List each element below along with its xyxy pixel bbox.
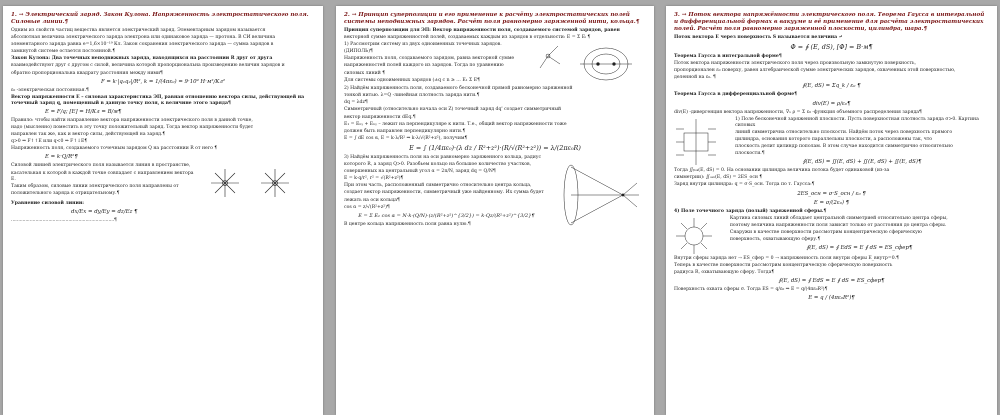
field-line-equation: dx/Ex = dy/Ey = dz/Ez ¶ — [71, 208, 138, 215]
paragraph: Внутри сферы заряда нет → ES_сфер = 0 → напряженность поля внутри сферы E_внутр=0.¶ — [674, 255, 900, 261]
paragraph: 1) Рассмотрим систему из двух одноименных точечных зарядов. — [344, 42, 502, 48]
paragraph: 3) Найдём напряженность поля на оси равномерно заряженного кольца, радиус — [344, 154, 542, 160]
paragraph: cos α = z/√(R²+z²)¶ — [344, 204, 390, 210]
paragraph: элементарного заряда равна e=1,6×10⁻¹⁹ Кл. Закон сохранения электрического заряда — сумма зарядов в — [11, 42, 274, 48]
paragraph: Для системы одноименных зарядов (±q с n ≥ … E₁ Σ E¶ — [344, 77, 480, 83]
sphere-flux-formula: ∮(E, dS) = ∮ EdS = E ∮ dS = ES_сфер¶ — [806, 244, 913, 251]
paragraph: лежать на оси кольца¶ — [344, 197, 400, 203]
line-charge-formula: E = ∫ (1/4πε₀)·(λ dz / R²+z²)·(R/√(R²+z²)) = λ/(2πε₀R) — [409, 143, 581, 152]
paragraph: положительного заряда к отрицательному.¶ — [11, 190, 120, 196]
paragraph: Таким образом, силовые линии электрического поля направлены от — [11, 183, 179, 189]
paragraph: Теперь в качестве поверхности рассмотрим концентрическую сферическую поверхность — [674, 262, 893, 268]
charged-ring-diagram — [553, 155, 643, 235]
paragraph: поэтому величина напряженности поля зависит только от расстояния до центра сферы. — [729, 222, 947, 228]
paragraph: Снаружи в качестве поверхности рассмотрим концентрическую сферическую — [729, 229, 922, 235]
paragraph: Силовой линией электрического поля называется линия в пространстве, — [11, 163, 191, 169]
paragraph: плоскость делит цилиндр пополам. В этом случае находится симметрично относительно — [735, 144, 953, 150]
paragraph: Напряженность поля, создаваемого точечным зарядом Q на расстоянии R от него ¶ — [11, 146, 218, 152]
paragraph: E₁ = Eₙᵧ + Eₙᵧ – лежит на перпендикуляре к нити. Т.е., общий вектор напряженности тоже — [344, 121, 567, 127]
ring-formula: E = Σ E₁ cos α = N·k·(Q/N)·(z/(R²+z²)^{3/2}) = k·Qz/(R²+z²)^{3/2}¶ — [358, 212, 535, 219]
gauss-differential-formula: div(E) = ρ/ε₀¶ — [812, 100, 851, 107]
paragraph: которого R, а заряд Q>0. Разобьем кольцо на большое количество участков, — [344, 162, 532, 168]
plane-result-formula: E = σ/(2ε₀) ¶ — [813, 199, 850, 206]
paragraph: направлен так же, как и вектор силы, действующей на заряд.¶ — [11, 132, 166, 138]
paragraph: dq = λdz¶ — [344, 100, 368, 106]
paragraph: Картина силовых линий обладает центральной симметрией относительно центра сферы, — [729, 215, 948, 221]
document-page-2 — [336, 6, 654, 415]
plane-flux-formula: ∮(E, dS) = ∬(E, dS) + ∬(E, dS) + ∬(E, dS)¶ — [802, 159, 922, 166]
paragraph: симметрии): ∬ₒₛₙ(E, dS) = 2ES_осн ¶ — [674, 175, 763, 181]
cylinder-formula: 2ES_осн = σ·S_осн / ε₀ ¶ — [797, 190, 866, 197]
gauss-integral-formula: ∮(E, dS) = Σq_k / ε₀ ¶ — [802, 83, 861, 90]
subheading: Теорема Гаусса в дифференциальной форме¶ — [674, 92, 798, 98]
section-heading: 1. → Электрический заряд. Закон Кулона. Напряженность электростатического поля. Силовые линии.¶ — [11, 12, 309, 25]
section-heading: 3. → Поток вектора напряжённости электрического поля. Теорема Гаусса в интегральной и дифференциальной формах в вакууме и её применение для расчёта электростатических полей. Расчёт поля равномерно заряженной плоскости, цилиндра, шара.¶ — [674, 12, 985, 32]
paragraph: Напряженность поля, создаваемого зарядом, равна векторной сумме — [344, 56, 515, 62]
paragraph: обратно пропорциональна квадрату расстояния между ними¶ — [11, 70, 163, 76]
paragraph: Закон Кулона: Два точечных неподвижных заряда, находящихся на расстоянии R друг от друга — [11, 56, 273, 62]
paragraph: векторной сумме напряженностей полей, создаваемых каждым из зарядов в отдельности: E = Σ Eᵢ ¶ — [344, 35, 591, 41]
paragraph: надо (мысленно) поместить в эту точку положительный заряд. Тогда вектор напряженности будет — [11, 125, 254, 131]
paragraph: Принцип суперпозиции для ЭП: Вектор напряженности поля, создаваемого системой зарядов, равен — [344, 28, 620, 33]
paragraph: линий симметрична относительно плоскости. Найдём поток через поверхность прямого — [735, 129, 953, 135]
paragraph: замкнутой системе остается постоянной.¶ — [11, 49, 116, 55]
paragraph: создает вектор напряженности, симметричный уже найденному. Их сумма будет — [344, 190, 544, 196]
paragraph: напряженностей полей каждого из зарядов. Тогда по уравнению — [344, 63, 504, 69]
paragraph: Заряд внутри цилиндра: q = σ·S_осн. Тогда по т. Гаусса:¶ — [674, 182, 815, 188]
paragraph: Правило: чтобы найти направление вектора напряженности электрического поля в данной точке, — [11, 117, 253, 123]
document-page-3 — [666, 6, 997, 415]
paragraph: совершенных на центральный угол α = 2π/N, заряд dq = Q/N¶ — [344, 169, 496, 175]
dotted-leader: ………………………………………………………………¶ — [11, 217, 117, 223]
paragraph: радиуса R, охватывающую сферу. Тогда¶ — [674, 269, 775, 275]
charged-sphere-diagram — [674, 216, 714, 256]
paragraph: E = ∫ dE cos α, E = k·λ/R² ⇒ k·λ/√(R²+z²), получим¶ — [344, 135, 468, 141]
paragraph: Вектор напряженности Е – силовая характеристика ЭП, равная отношению вектора силы, действующей на точечный заряд q, помещенный в данную точку поля, к величине этого заряда¶ — [11, 94, 305, 106]
dipole-field-diagram — [536, 42, 636, 86]
flux-formula: Φ = ∮ (E, dS), [Φ] = В·м¶ — [790, 43, 873, 52]
paragraph: Поток вектора E через поверхность S называется величина ↵ — [674, 35, 843, 40]
paragraph: Поверхность охвата сферы σ. Тогда ES = q/ε₀ ⇒ E = q/(4πε₀R²)¶ — [674, 286, 828, 292]
paragraph: поверхность, охватывающую сферу.¶ — [729, 236, 821, 242]
paragraph: (ДИПОЛЬ)¶ — [344, 49, 373, 55]
paragraph: q>0 ⇒ F↑↑E или q<0 ⇒ F↑↓E¶ — [11, 139, 88, 145]
charged-plane-diagram — [674, 117, 718, 167]
paragraph: Поток вектора напряженности электрического поля через произвольную замкнутую поверхность, — [674, 61, 916, 67]
paragraph: Одним из свойств частиц вещества является электрический заряд. Элементарным зарядом называется — [11, 28, 266, 33]
paragraph: 2) Найдём напряженность поля, создаваемого бесконечной прямой равномерно заряженной — [344, 86, 573, 92]
paragraph: плоскости.¶ — [735, 151, 765, 157]
paragraph: Симметричный (относительно начала оси Z) точечный заряд dq' создает симметричный — [344, 107, 562, 113]
paragraph: пропорционален ε₀ поверху, равен алгебраической сумме электрических зарядов, охваченных этой поверхностью, — [674, 68, 956, 74]
paragraph: цилиндра, основания которого параллельны плоскости, а расположены так, что — [735, 136, 933, 142]
paragraph: E = k·q/r², r² = √(R²+z²)¶ — [344, 176, 404, 182]
paragraph: При этом часть, расположенный симметрично относительно центра кольца, — [344, 183, 532, 189]
field-definition-formula: E = F/q; [E] = Н/Кл = В/м¶ — [45, 108, 122, 115]
sphere-flux-formula-2: ∮(E, dS) = ∮ EdS = E ∮ dS = ES_сфер¶ — [778, 277, 885, 284]
paragraph: деленной на ε₀. ¶ — [674, 75, 716, 81]
paragraph: вектор напряженности dEq.¶ — [344, 114, 416, 120]
paragraph: Тогда ∬ᵦₒₖ(E, dS) = 0. На основании цилиндра величина потока будет одинаковой (из-за — [674, 168, 890, 174]
paragraph: абсолютная величина электрического заряда электрона или одинаковое заряда — протона. В СИ величина — [11, 35, 276, 41]
paragraph: должен быть направлен перпендикулярно нити.¶ — [344, 128, 466, 134]
point-charge-formula: E = k·Q/R²¶ — [45, 154, 78, 161]
paragraph: взаимодействуют друг с другом с силой, величина которой пропорциональна произведению величин зарядов и — [11, 63, 285, 69]
document-page-1 — [3, 6, 323, 415]
paragraph: div(E) -дивергенция вектора напряженности, ∇ₓ ρ = Σ ε₀ -функция объемного распределения заряда¶ — [674, 109, 922, 115]
sphere-result-formula: E = q / (4πε₀R²)¶ — [808, 294, 855, 301]
paragraph: В центре кольца напряженность поля равна нулю.¶ — [344, 221, 471, 227]
paragraph: тонкой нитью. λ=Q -линейная плотность заряда нити.¶ — [344, 93, 480, 99]
subheading: Теорема Гаусса в интегральной форме¶ — [674, 54, 782, 60]
coulomb-formula: F = k·|q₁q₂|/R², k = 1/(4πε₀) = 9·10⁹ Н·м²/Кл² — [100, 78, 226, 85]
paragraph: касательная к которой в каждой точке совпадает с направлением вектора E. — [11, 170, 194, 182]
section-heading: 2. → Принцип суперпозиции и его применение к расчёту электростатических полей системы неподвижных зарядов. Расчёт поля равномерно заряженной нити, кольца.¶ — [344, 12, 640, 25]
paragraph: 1) Поле бесконечной заряженной плоскости. Пусть поверхностная плотность заряда σ>0. Картина силовых — [735, 116, 979, 128]
paragraph: силовых линий ¶ — [344, 70, 386, 76]
field-line-equation-label: Уравнение силовой линии: — [11, 200, 84, 206]
field-lines-diagram — [200, 163, 310, 203]
paragraph: ε₀ -электрическая постоянная.¶ — [11, 87, 89, 93]
subheading: 4) Поле точечного заряда (полый) заряженной сферы.¶ — [674, 208, 827, 214]
